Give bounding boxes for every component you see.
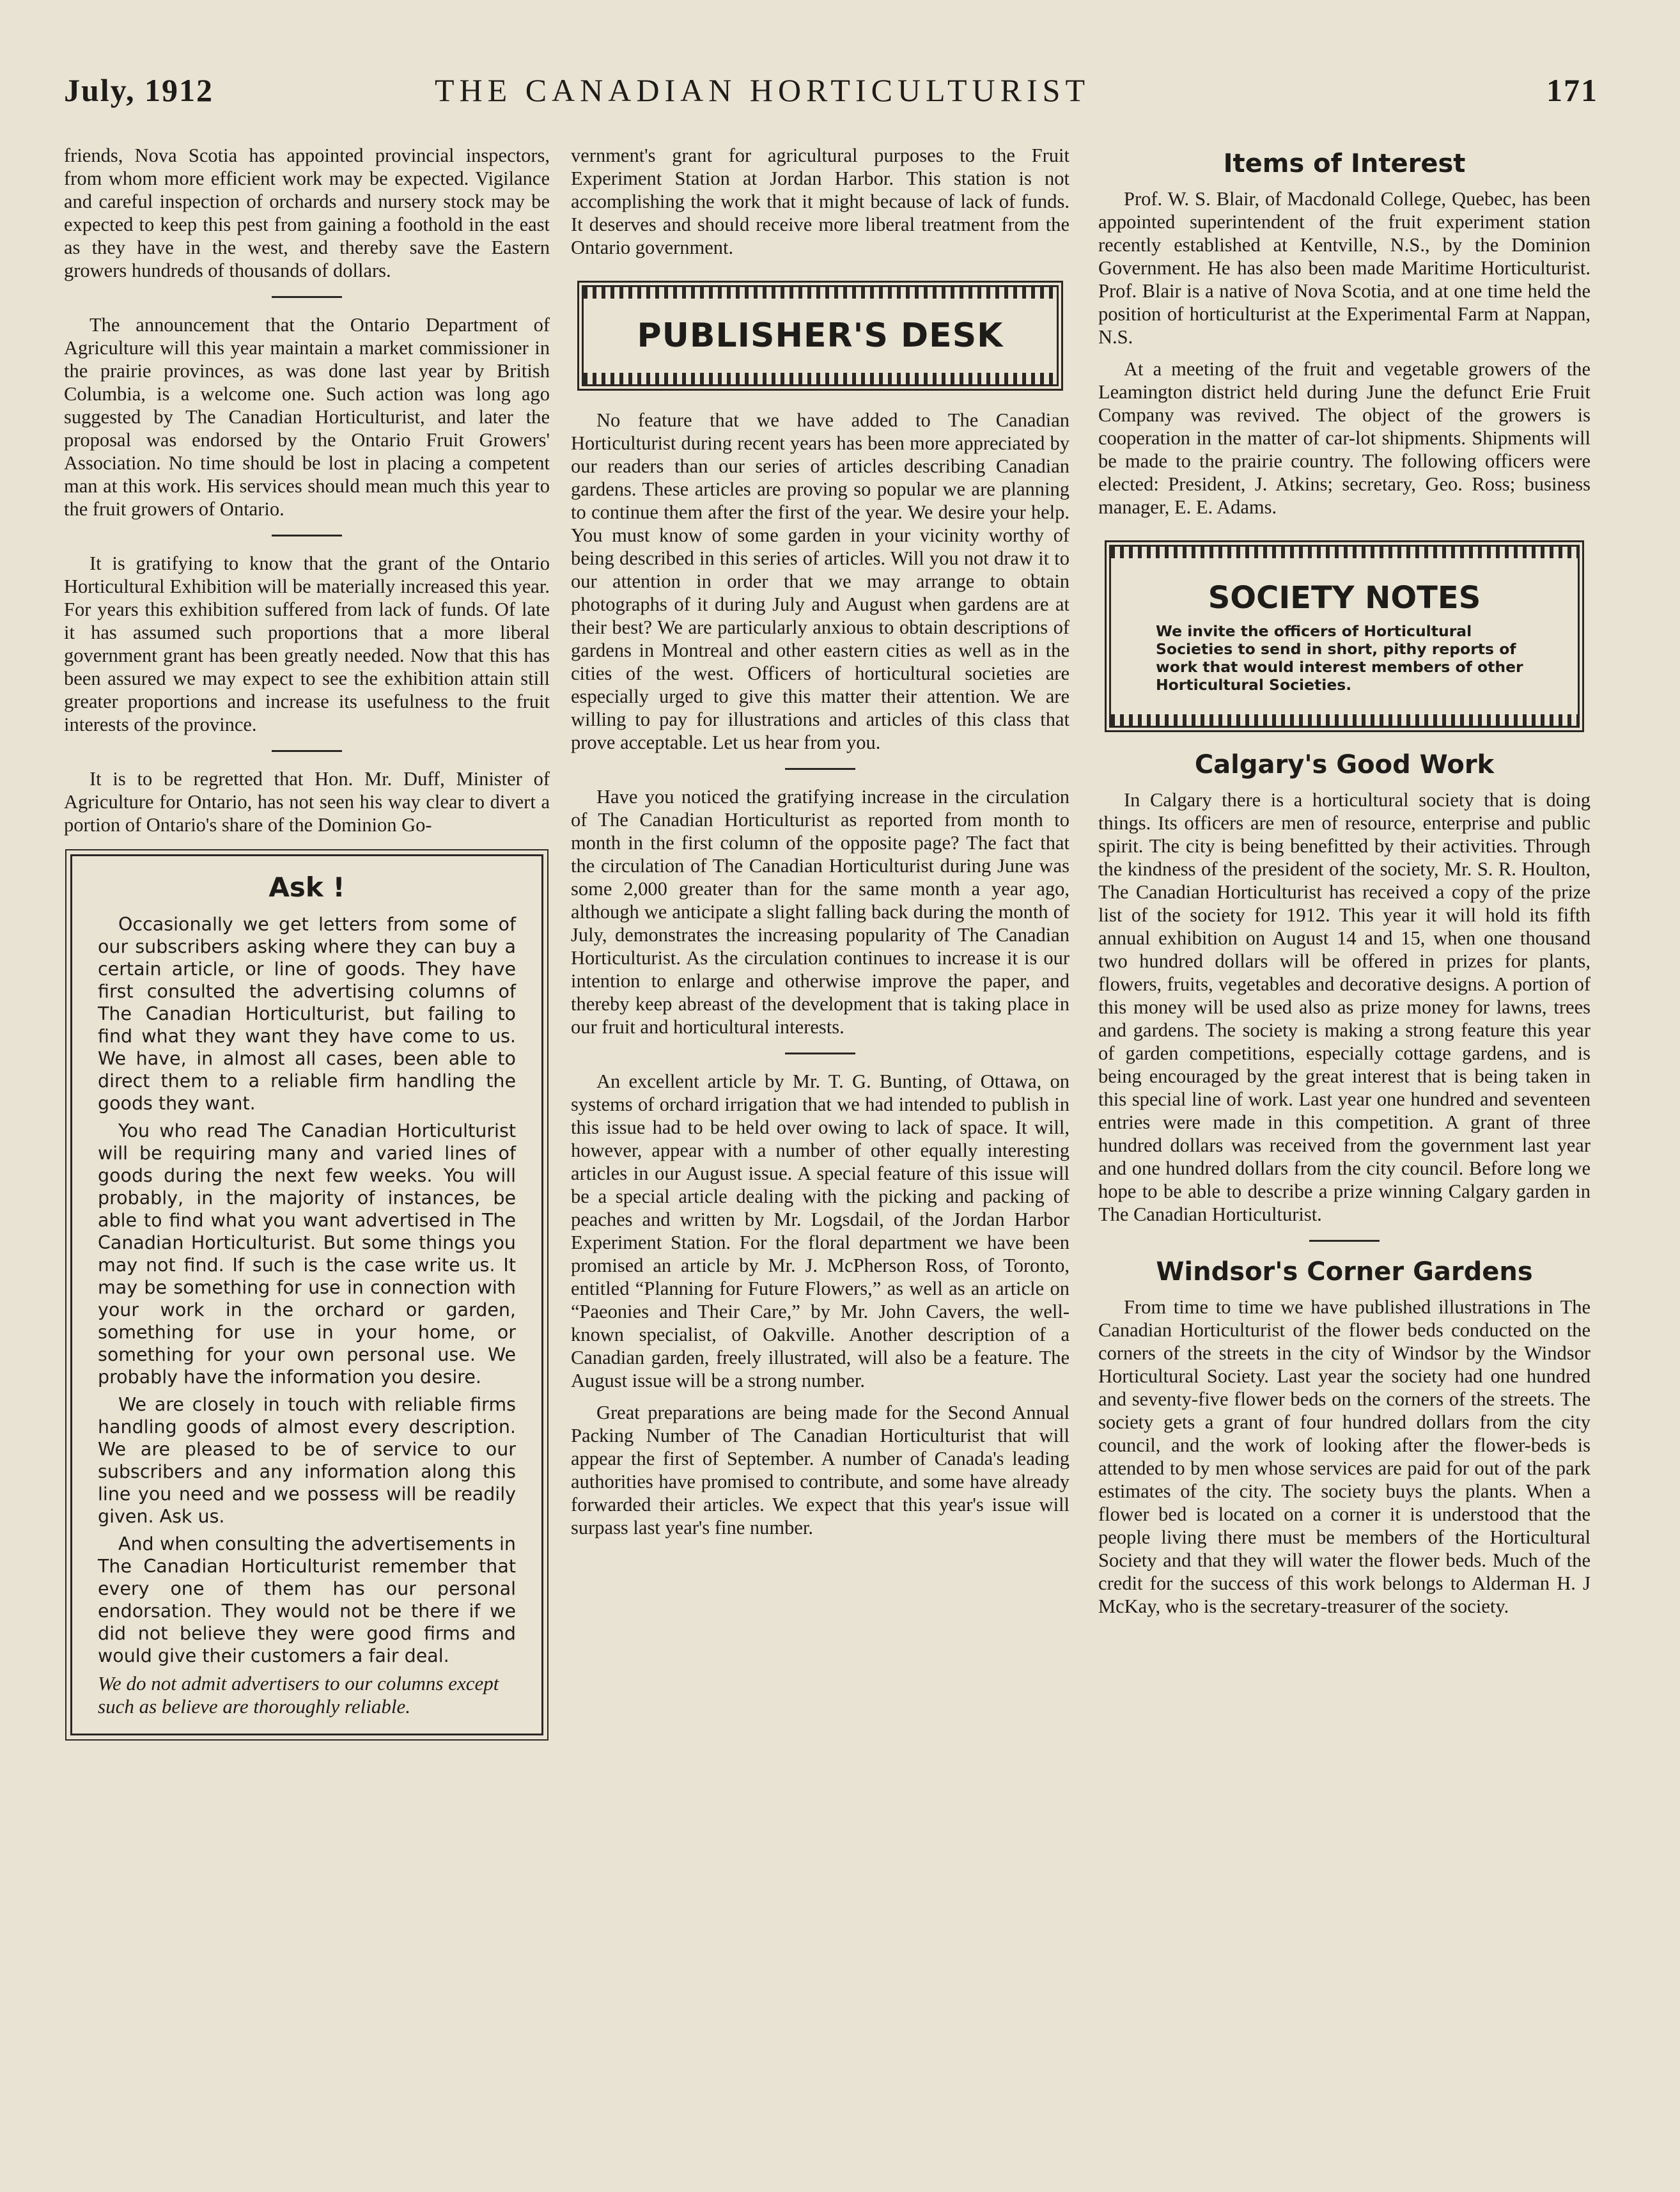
column-left	[64, 144, 550, 2171]
divider	[785, 768, 855, 770]
items-of-interest-title: Items of Interest	[1223, 149, 1466, 178]
divider	[1309, 1240, 1380, 1242]
journal-title: THE CANADIAN HORTICULTURIST	[435, 72, 1091, 108]
ask-paragraph: And when consulting the advertisements in The Canadian Horticulturist remember that every one of them has our personal endorsation. They would not be there if we did not believe they were good firms and would give their customers a fair deal.	[98, 1533, 516, 1666]
paragraph: Have you noticed the gratifying increase in the circulation of The Canadian Horticulturist as reported from month to month in the first column of the opposite page? The fact that the circulation of The Canadian Horticulturist during June was some 2,000 greater than for the same month a year ago, although we anticipate a slight falling back during the month of July, demonstrates the increasing popularity of The Canadian Horticulturist. As the circulation continues to increase it is our intention to enlarge and otherwise improve the paper, and thereby keep abreast of the development that is taking place in our fruit and horticultural interests.	[571, 786, 1069, 1038]
ask-note: We do not admit advertisers to our columns except such as believe are thoroughly reliable.	[98, 1672, 499, 1718]
divider	[785, 1053, 855, 1054]
paragraph: friends, Nova Scotia has appointed provincial inspectors, from whom more efficient work may be expected. Vigilance and careful inspection of orchards and nursery stock may be expected to keep this pest from gaining a foothold in the east as they have in the west, and thereby save the Eastern growers hundreds of thousands of dollars.	[64, 145, 550, 281]
ask-title: Ask !	[268, 872, 345, 903]
society-notes-banner	[1105, 540, 1584, 732]
ask-box	[70, 854, 543, 1735]
paragraph: It is to be regretted that Hon. Mr. Duff, Minister of Agriculture for Ontario, has not seen his way clear to divert a portion of Ontario's share of the Dominion Go-	[64, 768, 550, 836]
paragraph: It is gratifying to know that the grant of the Ontario Horticultural Exhibition will be materially increased this year. For years this exhibition suffered from lack of funds. Of late it has assumed such proportions that a more liberal government grant has been greatly needed. Now that this has been assured we may expect to see the exhibition attain still greater proportions and increase its usefulness to the fruit interests of the province.	[64, 552, 550, 735]
publishers-desk-banner	[577, 281, 1063, 391]
calgary-title: Calgary's Good Work	[1194, 750, 1495, 779]
page-number: 171	[1546, 72, 1598, 108]
issue-date: July, 1912	[64, 72, 214, 108]
paragraph: From time to time we have published illustrations in The Canadian Horticulturist of the flower beds conducted on the corners of the streets in the city of Windsor by the Windsor Horticultural Society. Last year the society had one hundred and seventy-five flower beds on the corners of the streets. The society gets a grant of four hundred dollars from the city council, and the work of looking after the flower-beds is attended to by men whose services are paid for out of the park estimates of the city. The society buys the plants. When a flower bed is located on a corner it is understood that the people living there must be members of the Horticultural Society and that they will water the flower beds. Much of the credit for the success of this work belongs to Alderman H. J McKay, who is the secretary-treasurer of the society.	[1098, 1296, 1591, 1617]
ask-paragraph: You who read The Canadian Horticulturist will be requiring many and varied lines of goods during the next few weeks. You will probably, in the majority of instances, be able to find what you want advertised in The Canadian Horticulturist. But some things you may not find. If such is the case write us. It may be something for use in connection with your work in the orchard or garden, something for use in your home, or something for your own personal use. We probably have the information you desire.	[98, 1120, 516, 1388]
paragraph: No feature that we have added to The Canadian Horticulturist during recent years has been more appreciated by our readers than our series of articles describing Canadian gardens. These articles are proving so popular we are planning to continue them after the first of the year. We desire your help. You must know of some garden in your vicinity worthy of being described in this series of articles. Will you not draw it to our attention in order that we may arrange to obtain photographs of it during July and August when gardens are at their best? We are particularly anxious to obtain descriptions of gardens in Montreal and other eastern cities as well as in the cities of the west. Officers of horticultural societies are especially urged to give this matter their attention. We are willing to pay for illustrations and articles of this class that prove acceptable. Let us hear from you.	[571, 409, 1069, 753]
society-notes-text: We invite the officers of Horticultural Societies to send in short, pithy reports of work that would interest members of other Horticultural Societies.	[1156, 622, 1523, 694]
column-right	[1098, 144, 1591, 2171]
paragraph: vernment's grant for agricultural purposes to the Fruit Experiment Station at Jordan Harbor. This station is not accomplishing the work that it might because of lack of funds. It deserves and should receive more liberal treatment from the Ontario government.	[571, 145, 1069, 258]
windsor-title: Windsor's Corner Gardens	[1156, 1257, 1533, 1287]
divider	[272, 296, 342, 298]
paragraph: At a meeting of the fruit and vegetable growers of the Leamington district held during June the defunct Erie Fruit Company was revived. The object of the growers is cooperation in the matter of car-lot shipments. Shipments will be made to the prairie country. The following officers were elected: President, J. Atkins; secretary, Geo. Ross; business manager, E. E. Adams.	[1098, 358, 1591, 518]
paragraph: Great preparations are being made for the Second Annual Packing Number of The Canadian Horticulturist that will appear the first of September. A number of Canada's leading authorities have promised to contribute, and some have already forwarded their articles. We expect that this year's issue will surpass last year's fine number.	[571, 1402, 1069, 1538]
ask-paragraph: We are closely in touch with reliable firms handling goods of almost every description. We are pleased to be of service to our subscribers and any information along this line you need and we possess will be readily given. Ask us.	[98, 1394, 516, 1527]
page-header	[64, 72, 1598, 123]
paragraph: The announcement that the Ontario Department of Agriculture will this year maintain a market commissioner in the prairie provinces, as was done last year by British Columbia, is a welcome one. Such action was long ago suggested by The Canadian Horticulturist, and later the proposal was endorsed by the Ontario Fruit Growers' Association. No time should be lost in placing a competent man at this work. His services should mean much this year to the fruit growers of Ontario.	[64, 314, 550, 520]
ask-paragraph: Occasionally we get letters from some of our subscribers asking where they can buy a certain article, or line of goods. They have first consulted the advertising columns of The Canadian Horticulturist, but failing to find what they want they have come to us. We have, in almost all cases, been able to direct them to a reliable firm handling the goods they want.	[98, 914, 516, 1114]
society-notes-title: SOCIETY NOTES	[1208, 580, 1481, 616]
divider	[272, 535, 342, 536]
paragraph: In Calgary there is a horticultural society that is doing things. Its officers are men of resource, enterprise and public spirit. The city is being benefitted by their activities. Through the kindness of the president of the society, Mr. S. R. Houlton, The Canadian Horticulturist has received a copy of the prize list of the society for 1912. This year it will hold its fifth annual exhibition on August 14 and 15, when one thousand two hundred dollars will be offered in prizes for plants, flowers, fruits, vegetables and decorative designs. A portion of this money will be used also as prize money for lawns, trees and gardens. The society is making a strong feature this year of garden competitions, especially cottage gardens, and is being encouraged by the great interest that is being taken in this special line of work. Last year one hundred and seventeen entries were made in this competition. A grant of three hundred dollars was received from the government last year and one hundred dollars from the city council. Before long we hope to be able to describe a prize winning Calgary garden in The Canadian Horticulturist.	[1098, 789, 1591, 1225]
paragraph: An excellent article by Mr. T. G. Bunting, of Ottawa, on systems of orchard irrigation that we had intended to publish in this issue had to be held over owing to lack of space. It will, however, appear with a number of other equally interesting articles in our August issue. A special feature of this issue will be a special article dealing with the picking and packing of peaches and written by Mr. Logsdail, of the Jordan Harbor Experiment Station. For the floral department we have been promised an article by Mr. J. McPherson Ross, of Toronto, entitled “Planning for Future Flowers,” as well as an article on “Paeonies and Their Care,” by Mr. John Cavers, the well-known specialist, of Oakville. Another description of a Canadian garden, freely illustrated, will also be a feature. The August issue will be a strong number.	[571, 1070, 1069, 1391]
column-middle	[571, 144, 1069, 2171]
paragraph: Prof. W. S. Blair, of Macdonald College, Quebec, has been appointed superintendent of the fruit experiment station recently established at Kentville, N.S., by the Dominion Government. He has also been made Maritime Horticulturist. Prof. Blair is a native of Nova Scotia, and at one time held the position of horticulturist at the Experimental Farm at Nappan, N.S.	[1098, 188, 1591, 348]
divider	[272, 750, 342, 752]
publishers-desk-title: PUBLISHER'S DESK	[637, 317, 1004, 355]
